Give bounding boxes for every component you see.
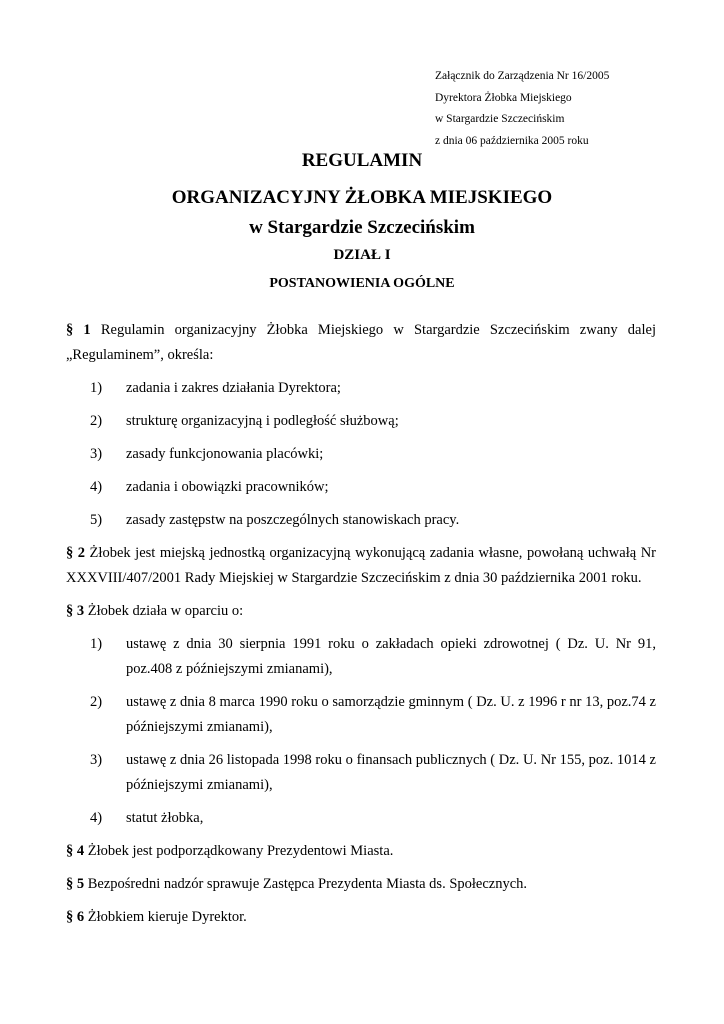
list-number: 2) (90, 694, 103, 710)
list-number: 5) (90, 512, 103, 528)
attachment-line: w Stargardzie Szczecińskim (435, 113, 565, 125)
list-text: ustawę z dnia 8 marca 1990 roku o samorządzie gminnym ( Dz. U. z 1996 r nr 13, poz.74 z późniejszymi zmianami), (126, 694, 656, 735)
list-item (90, 690, 656, 740)
list-item (90, 748, 656, 798)
paragraph-1 (66, 318, 656, 368)
list-number: 3) (90, 446, 103, 462)
list-item (90, 442, 656, 467)
paragraph-mark: § 1 (66, 322, 91, 338)
paragraph-4 (66, 839, 656, 864)
paragraph-3-list (66, 632, 656, 831)
document-place: w Stargardzie Szczecińskim (249, 217, 475, 238)
paragraph-text: Regulamin organizacyjny Żłobka Miejskiego w Stargardzie Szczecińskim zwany dalej „Regulaminem”, określa: (66, 322, 656, 363)
document-subtitle: ORGANIZACYJNY ŻŁOBKA MIEJSKIEGO (171, 187, 553, 208)
attachment-note (435, 66, 609, 152)
paragraph-mark: § 3 (66, 603, 85, 619)
paragraph-text: Żłobkiem kieruje Dyrektor. (84, 909, 247, 925)
list-number: 4) (90, 479, 103, 495)
list-text: ustawę z dnia 30 sierpnia 1991 roku o zakładach opieki zdrowotnej ( Dz. U. Nr 91, poz.408 z późniejszymi zmianami), (126, 636, 656, 677)
list-item (90, 806, 656, 831)
list-number: 1) (90, 636, 103, 652)
list-number: 1) (90, 380, 103, 396)
list-item (90, 475, 656, 500)
list-number: 4) (90, 810, 103, 826)
document-title: REGULAMIN (301, 150, 423, 171)
attachment-line: Dyrektora Żłobka Miejskiego (435, 91, 572, 104)
attachment-line: Załącznik do Zarządzenia Nr 16/2005 (435, 70, 610, 82)
paragraph-2 (66, 541, 656, 591)
list-text: zadania i obowiązki pracowników; (126, 479, 329, 495)
paragraph-text: Bezpośredni nadzór sprawuje Zastępca Prezydenta Miasta ds. Społecznych. (84, 876, 528, 892)
paragraph-mark: § 4 (66, 843, 85, 859)
list-text: strukturę organizacyjną i podległość służbową; (126, 413, 399, 429)
list-item (90, 508, 656, 533)
paragraph-text: Żłobek działa w oparciu o: (84, 603, 244, 619)
list-text: zasady zastępstw na poszczególnych stanowiskach pracy. (126, 512, 460, 528)
list-item (90, 376, 656, 401)
list-text: ustawę z dnia 26 listopada 1998 roku o finansach publicznych ( Dz. U. Nr 155, poz. 1014 z późniejszymi zmianami), (126, 752, 656, 793)
paragraph-3 (66, 599, 656, 624)
document-body (66, 318, 656, 938)
list-text: statut żłobka, (126, 810, 204, 826)
list-text: zasady funkcjonowania placówki; (126, 446, 324, 462)
attachment-line: z dnia 06 października 2005 roku (435, 134, 589, 147)
paragraph-text: Żłobek jest miejską jednostką organizacyjną wykonującą zadania własne, powołaną uchwałą Nr XXXVIII/407/2001 Rady Miejskiej w Stargardzie Szczecińskim z dnia 30 października 2001 roku. (66, 545, 656, 586)
paragraph-5 (66, 872, 656, 897)
section-heading: DZIAŁ I (333, 247, 391, 263)
paragraph-1-list (66, 376, 656, 533)
paragraph-text: Żłobek jest podporządkowany Prezydentowi Miasta. (84, 843, 394, 859)
paragraph-mark: § 5 (66, 876, 85, 892)
paragraph-6 (66, 905, 656, 930)
list-item (90, 632, 656, 682)
list-number: 2) (90, 413, 103, 429)
list-item (90, 409, 656, 434)
section-title: POSTANOWIENIA OGÓLNE (269, 276, 455, 291)
paragraph-mark: § 2 (66, 545, 86, 561)
paragraph-mark: § 6 (66, 909, 85, 925)
list-text: zadania i zakres działania Dyrektora; (126, 380, 341, 396)
list-number: 3) (90, 752, 103, 768)
